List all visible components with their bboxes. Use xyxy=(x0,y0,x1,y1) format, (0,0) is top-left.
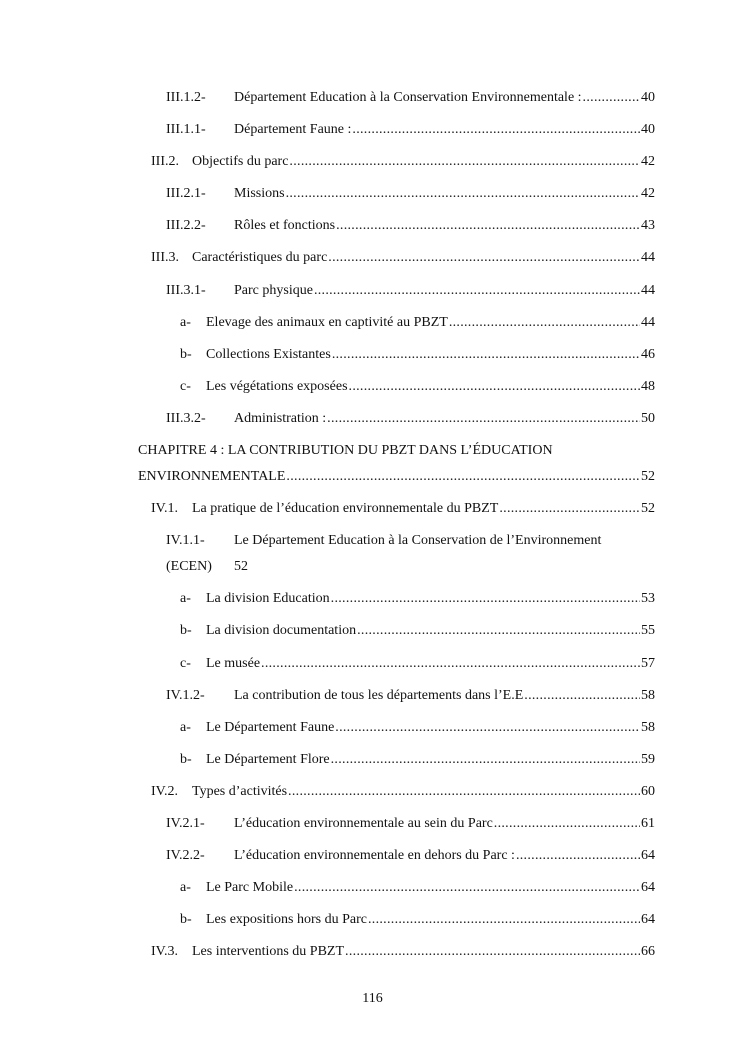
toc-entry[interactable] xyxy=(0,467,655,487)
toc-entry[interactable] xyxy=(0,654,655,674)
chapter-heading[interactable]: CHAPITRE 4 : LA CONTRIBUTION DU PBZT DANS L’ÉDUCATION xyxy=(138,443,553,458)
toc-number: III.3.2- xyxy=(166,411,206,426)
toc-entry[interactable] xyxy=(0,621,655,641)
toc-title: Objectifs du parc xyxy=(192,154,289,169)
toc-title: Le Département Faune xyxy=(206,720,335,735)
toc-title-continued: (ECEN) xyxy=(166,559,212,574)
toc-number: III.2.2- xyxy=(166,218,206,233)
toc-leader xyxy=(524,686,640,706)
toc-leader xyxy=(345,942,640,962)
toc-number: III.1.2- xyxy=(166,90,206,105)
toc-page: 42 xyxy=(641,186,655,201)
toc-title: Caractéristiques du parc xyxy=(192,250,328,265)
toc-leader xyxy=(357,621,640,641)
toc-number: b- xyxy=(180,752,192,767)
toc-leader xyxy=(336,216,640,236)
toc-title: La contribution de tous les départements dans l’E.E xyxy=(234,688,524,703)
toc-page: 44 xyxy=(641,250,655,265)
toc-page: 64 xyxy=(641,912,655,927)
toc-leader xyxy=(327,409,640,429)
toc-entry[interactable] xyxy=(0,589,655,609)
toc-title: Les végétations exposées xyxy=(206,379,348,394)
toc-entry[interactable] xyxy=(0,313,655,333)
toc-page: 59 xyxy=(641,752,655,767)
toc-leader xyxy=(349,377,640,397)
toc-leader xyxy=(314,281,640,301)
toc-leader xyxy=(352,120,640,140)
toc-title: Département Faune : xyxy=(234,122,352,137)
toc-title: Collections Existantes xyxy=(206,347,331,362)
toc-leader xyxy=(328,248,640,268)
toc-page: 57 xyxy=(641,656,655,671)
toc-leader xyxy=(289,152,640,172)
toc-page: 66 xyxy=(641,944,655,959)
toc-page: 53 xyxy=(641,591,655,606)
toc-leader xyxy=(294,878,640,898)
toc-entry[interactable] xyxy=(0,878,655,898)
toc-page: 64 xyxy=(641,880,655,895)
toc-entry[interactable] xyxy=(0,942,655,962)
toc-number: a- xyxy=(180,315,191,330)
toc-page: 55 xyxy=(641,623,655,638)
toc-page: 44 xyxy=(641,283,655,298)
toc-title: Le musée xyxy=(206,656,261,671)
toc-entry[interactable] xyxy=(0,216,655,236)
toc-title: Rôles et fonctions xyxy=(234,218,336,233)
toc-number: c- xyxy=(180,656,191,671)
toc-number: III.3. xyxy=(151,250,179,265)
toc-entry[interactable] xyxy=(0,814,655,834)
toc-page: 61 xyxy=(641,816,655,831)
toc-leader xyxy=(331,589,640,609)
toc-title: Administration : xyxy=(234,411,327,426)
toc-page: 42 xyxy=(641,154,655,169)
toc-title: Les interventions du PBZT xyxy=(192,944,345,959)
toc-leader xyxy=(516,846,640,866)
toc-title: L’éducation environnementale au sein du Parc xyxy=(234,816,493,831)
toc-leader xyxy=(261,654,640,674)
toc-entry[interactable] xyxy=(0,88,655,108)
toc-title: Le Parc Mobile xyxy=(206,880,294,895)
toc-number: IV.2.1- xyxy=(166,816,205,831)
toc-entry[interactable] xyxy=(0,377,655,397)
toc-number: IV.2. xyxy=(151,784,178,799)
toc-leader xyxy=(499,499,640,519)
toc-leader xyxy=(583,88,640,108)
toc-number: c- xyxy=(180,379,191,394)
toc-entry[interactable] xyxy=(0,184,655,204)
toc-leader xyxy=(335,718,640,738)
toc-page: 58 xyxy=(641,688,655,703)
toc-page: 40 xyxy=(641,90,655,105)
toc-title: Types d’activités xyxy=(192,784,288,799)
toc-leader xyxy=(286,184,640,204)
toc-entry[interactable] xyxy=(0,910,655,930)
toc-page: 58 xyxy=(641,720,655,735)
toc-title: La division Education xyxy=(206,591,330,606)
toc-number: III.1.1- xyxy=(166,122,206,137)
toc-number: b- xyxy=(180,912,192,927)
toc-page: 40 xyxy=(641,122,655,137)
toc-title: L’éducation environnementale en dehors du Parc : xyxy=(234,848,515,863)
toc-title: La division documentation xyxy=(206,623,357,638)
toc-number: b- xyxy=(180,623,192,638)
toc-number: a- xyxy=(180,591,191,606)
toc-entry[interactable] xyxy=(0,345,655,365)
toc-title: Missions xyxy=(234,186,285,201)
toc-number[interactable]: IV.1.1- xyxy=(166,533,205,548)
toc-title: Département Education à la Conservation Environnementale : xyxy=(234,90,582,105)
toc-title: Les expositions hors du Parc xyxy=(206,912,367,927)
toc-number: III.3.1- xyxy=(166,283,206,298)
toc-leader xyxy=(288,782,640,802)
toc-title: ENVIRONNEMENTALE xyxy=(138,469,286,484)
toc-number: a- xyxy=(180,880,191,895)
toc-number: III.2.1- xyxy=(166,186,206,201)
toc-entry[interactable] xyxy=(0,281,655,301)
toc-entry[interactable] xyxy=(0,718,655,738)
toc-leader xyxy=(368,910,640,930)
toc-leader xyxy=(449,313,640,333)
toc-page: 52 xyxy=(234,559,248,574)
toc-leader xyxy=(494,814,640,834)
toc-number: a- xyxy=(180,720,191,735)
toc-leader xyxy=(331,750,640,770)
toc-page: 48 xyxy=(641,379,655,394)
toc-number: IV.1.2- xyxy=(166,688,205,703)
toc-page: 52 xyxy=(641,501,655,516)
toc-page: 50 xyxy=(641,411,655,426)
toc-number: IV.3. xyxy=(151,944,178,959)
toc-page: 44 xyxy=(641,315,655,330)
toc-number: b- xyxy=(180,347,192,362)
toc-page: 64 xyxy=(641,848,655,863)
toc-leader xyxy=(332,345,640,365)
toc-page: 60 xyxy=(641,784,655,799)
toc-entry[interactable] xyxy=(0,120,655,140)
toc-title: Parc physique xyxy=(234,283,313,298)
toc-entry[interactable] xyxy=(0,846,655,866)
toc-entry[interactable] xyxy=(0,499,655,519)
toc-entry[interactable] xyxy=(0,409,655,429)
toc-number: IV.1. xyxy=(151,501,178,516)
toc-title[interactable]: Le Département Education à la Conservation de l’Environnement xyxy=(234,533,602,548)
toc-leader xyxy=(286,467,640,487)
toc-number: III.2. xyxy=(151,154,179,169)
toc-title: Le Département Flore xyxy=(206,752,330,767)
toc-entry[interactable] xyxy=(0,782,655,802)
toc-page: 52 xyxy=(641,469,655,484)
toc-number: IV.2.2- xyxy=(166,848,205,863)
toc-entry[interactable] xyxy=(0,248,655,268)
toc-page: 43 xyxy=(641,218,655,233)
page-number: 116 xyxy=(362,991,383,1006)
toc-title: La pratique de l’éducation environnementale du PBZT xyxy=(192,501,499,516)
toc-title: Elevage des animaux en captivité au PBZT xyxy=(206,315,448,330)
toc-entry[interactable] xyxy=(0,686,655,706)
toc-entry[interactable] xyxy=(0,750,655,770)
toc-entry[interactable] xyxy=(0,152,655,172)
toc-page: 46 xyxy=(641,347,655,362)
